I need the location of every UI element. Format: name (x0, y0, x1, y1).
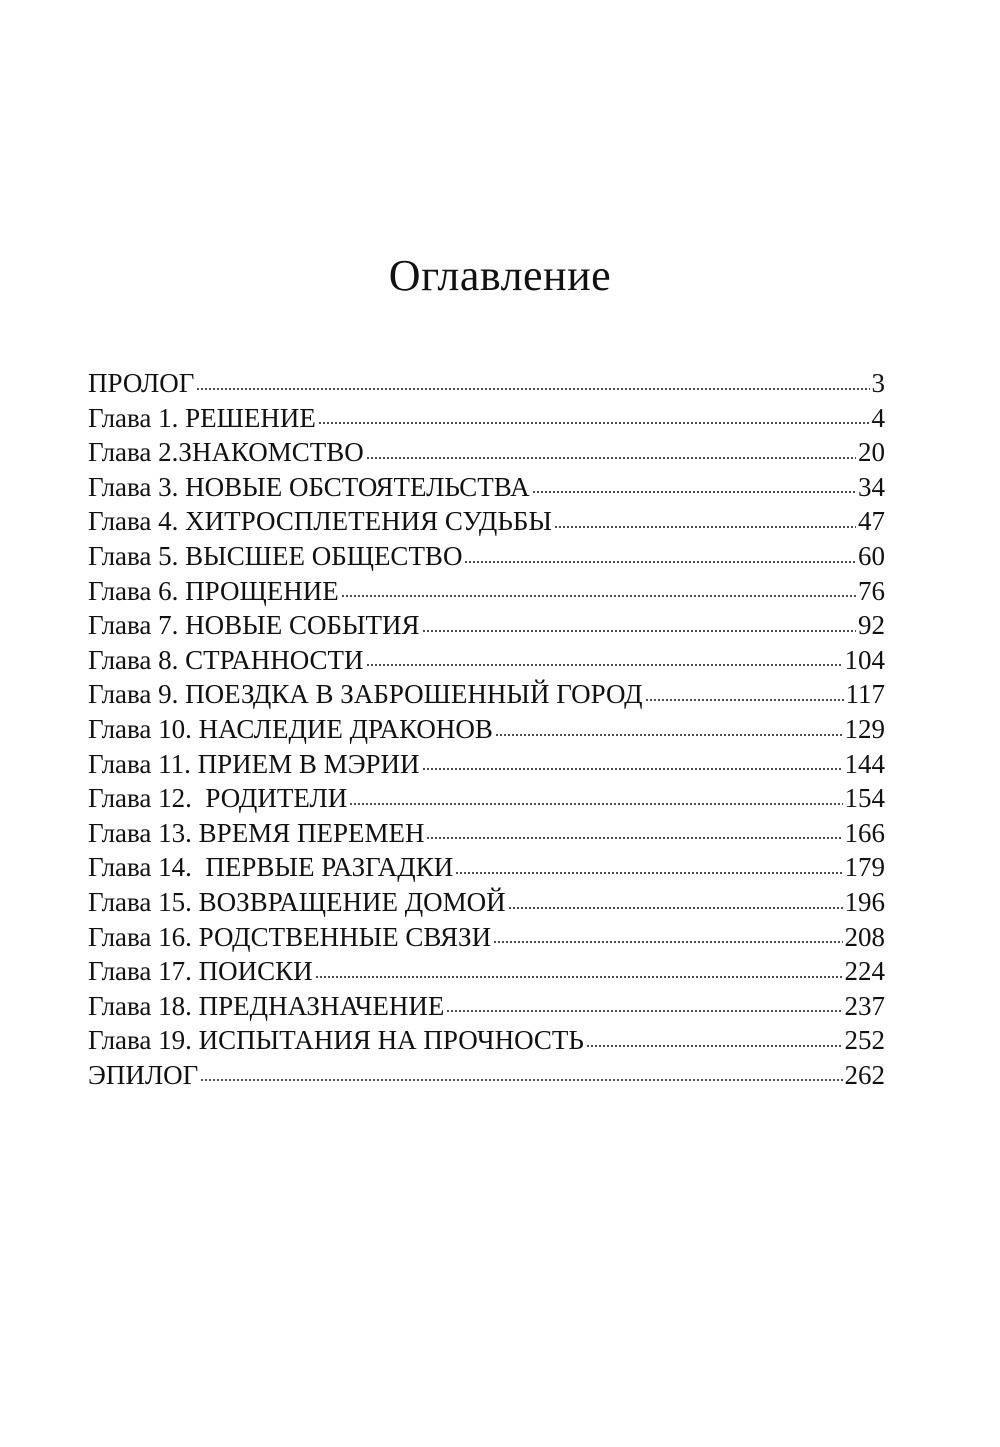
toc-entry (88, 504, 885, 539)
toc-entry (88, 1023, 885, 1058)
toc-entry (88, 677, 885, 712)
dot-leader (532, 480, 856, 494)
toc-entry-label: Глава 3. НОВЫЕ ОБСТОЯТЕЛЬСТВА (88, 471, 530, 502)
dot-leader (366, 446, 856, 460)
toc-entry-label: Глава 1. РЕШЕНИЕ (88, 402, 316, 433)
toc-entry-label: Глава 14. ПЕРВЫЕ РАЗГАДКИ (88, 852, 454, 883)
toc-entry (88, 989, 885, 1024)
dot-leader (349, 792, 842, 806)
toc-entry-label: Глава 5. ВЫСШЕЕ ОБЩЕСТВО (88, 540, 463, 571)
toc-entry (88, 539, 885, 574)
toc-entry-page-number: 237 (844, 990, 885, 1021)
dot-leader (455, 861, 842, 875)
dot-leader (495, 723, 843, 737)
toc-entry (88, 643, 885, 678)
toc-entry-label: Глава 8. СТРАННОСТИ (88, 644, 364, 675)
toc-entry-page-number: 117 (845, 679, 885, 710)
toc-entry (88, 781, 885, 816)
dot-leader (446, 999, 842, 1013)
toc-entry (88, 816, 885, 851)
dot-leader (200, 1068, 842, 1082)
toc-entry (88, 954, 885, 989)
toc-entry-page-number: 104 (844, 644, 885, 675)
table-of-contents (88, 366, 885, 1092)
toc-entry-label: ЭПИЛОГ (88, 1059, 199, 1090)
toc-entry (88, 366, 885, 401)
dot-leader (493, 930, 842, 944)
dot-leader (318, 411, 870, 425)
toc-entry-label: Глава 7. НОВЫЕ СОБЫТИЯ (88, 610, 420, 641)
toc-entry (88, 574, 885, 609)
dot-leader (426, 826, 842, 840)
toc-entry-label: Глава 4. ХИТРОСПЛЕТЕНИЯ СУДЬБЫ (88, 506, 552, 537)
dot-leader (196, 377, 869, 391)
toc-entry-label: Глава 16. РОДСТВЕННЫЕ СВЯЗИ (88, 921, 492, 952)
toc-entry-label: Глава 6. ПРОЩЕНИЕ (88, 575, 339, 606)
toc-entry-label: Глава 11. ПРИЕМ В МЭРИИ (88, 748, 420, 779)
toc-entry (88, 1058, 885, 1093)
toc-entry-label: Глава 10. НАСЛЕДИЕ ДРАКОНОВ (88, 713, 493, 744)
toc-entry (88, 608, 885, 643)
toc-entry (88, 712, 885, 747)
toc-entry (88, 920, 885, 955)
dot-leader (464, 550, 856, 564)
page-title: Оглавление (388, 251, 612, 300)
toc-entry-page-number: 47 (858, 506, 885, 537)
dot-leader (341, 584, 856, 598)
toc-entry-page-number: 3 (871, 368, 885, 398)
toc-entry-page-number: 196 (844, 886, 885, 917)
toc-entry-label: Глава 15. ВОЗВРАЩЕНИЕ ДОМОЙ (88, 886, 506, 917)
dot-leader (554, 515, 856, 529)
dot-leader (422, 757, 843, 771)
toc-entry-page-number: 179 (844, 852, 885, 883)
toc-entry (88, 435, 885, 470)
toc-entry-page-number: 144 (844, 748, 885, 779)
toc-entry-page-number: 166 (844, 817, 885, 848)
toc-entry-page-number: 224 (844, 956, 885, 987)
toc-entry-page-number: 20 (858, 437, 885, 468)
toc-entry-page-number: 76 (858, 575, 885, 606)
toc-entry (88, 470, 885, 505)
toc-entry-page-number: 262 (844, 1059, 885, 1090)
toc-entry-page-number: 60 (858, 540, 885, 571)
toc-entry-label: ПРОЛОГ (88, 368, 195, 398)
dot-leader (366, 653, 843, 667)
dot-leader (422, 619, 856, 633)
toc-entry-label: Глава 17. ПОИСКИ (88, 956, 313, 987)
toc-entry-label: Глава 19. ИСПЫТАНИЯ НА ПРОЧНОСТЬ (88, 1025, 584, 1056)
dot-leader (645, 688, 844, 702)
toc-entry-label: Глава 2.ЗНАКОМСТВО (88, 437, 364, 468)
toc-entry-label: Глава 9. ПОЕЗДКА В ЗАБРОШЕННЫЙ ГОРОД (88, 679, 643, 710)
toc-entry-page-number: 92 (858, 610, 885, 641)
toc-entry (88, 401, 885, 436)
dot-leader (586, 1034, 843, 1048)
toc-entry-page-number: 154 (844, 783, 885, 814)
toc-entry (88, 885, 885, 920)
toc-entry (88, 850, 885, 885)
dot-leader (508, 896, 843, 910)
toc-entry-page-number: 4 (871, 402, 885, 433)
toc-entry-page-number: 208 (844, 921, 885, 952)
toc-entry (88, 747, 885, 782)
toc-entry-label: Глава 12. РОДИТЕЛИ (88, 783, 348, 814)
toc-entry-page-number: 252 (844, 1025, 885, 1056)
toc-entry-page-number: 129 (844, 713, 885, 744)
toc-entry-label: Глава 18. ПРЕДНАЗНАЧЕНИЕ (88, 990, 445, 1021)
toc-entry-label: Глава 13. ВРЕМЯ ПЕРЕМЕН (88, 817, 425, 848)
toc-entry-page-number: 34 (858, 471, 885, 502)
dot-leader (315, 965, 843, 979)
